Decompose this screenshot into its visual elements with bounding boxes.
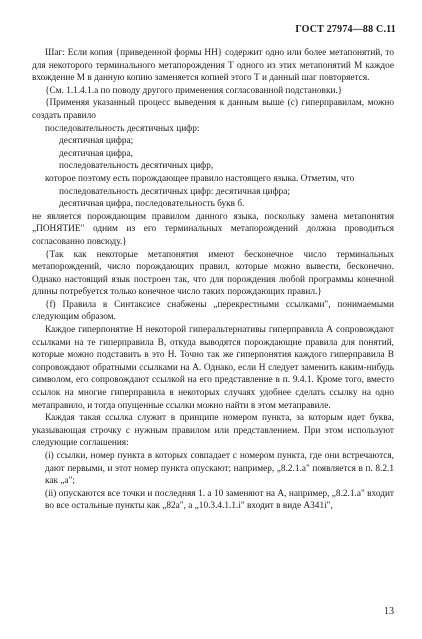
body-text bbox=[32, 47, 394, 513]
paragraph: {Так как некоторые метапонятия имеют бесконечное число терминальных метапорождений, число порождающих правил, которые можно вывести, бесконечно. Однако настоящий язык построен так, что для порождения любой программы конечной длины потребуется только конечное число таких порождающих правил.} bbox=[32, 249, 394, 298]
paragraph: Шаг: Если копия {приведенной формы НН} содержит одно или более метапонятий, то для некоторого терминального метапорождения Т одного из этих метапонятий М каждое вхождение М в данную копию заменяется копией этого Т и данный шаг повторяется. bbox=[32, 48, 394, 84]
paragraph: не является порождающим правилом данного языка, поскольку замена метапонятия „ПОНЯТИЕ" одним из его терминальных метапорождений должна проводиться согласованно повсюду.} bbox=[32, 211, 394, 247]
list-item: (i) ссылки, номер пункта в которых совпадает с номером пункта, где они встречаются, дают первыми, и этот номер пункта опускают; например, „8.2.1.а" появляется в п. 8.2.1 как „а"; bbox=[45, 451, 394, 487]
rule-line: десятичная цифра, последовательность букв б. bbox=[59, 199, 245, 210]
paragraph: Каждое гиперпонятие Н некоторой гиперальтернативы гиперправила А сопровождают ссылками на те гиперправила В, откуда выводятся порождающие правила для понятий, которые можно подставить в это Н. Точно так же гиперпонятия каждого гиперправила В сопровождают обратными ссылками на А. Однако, если Н следует заменить каким-нибудь символом, его сопровождают ссылкой на его представление в п. 9.4.1. Кроме того, вместо ссылок на многие гиперправила в некоторых случаях удобнее сделать ссылку на одно метаправило, и тогда опущенные ссылки можно найти в этом метаправиле. bbox=[32, 325, 394, 411]
paragraph: которое поэтому есть порождающее правило настоящего языка. Отметим, что bbox=[45, 173, 355, 184]
rule-line: последовательность десятичных цифр: десятичная цифра; bbox=[59, 186, 291, 197]
paragraph: {Применяя указанный процесс выведения к данным выше (с) гиперправилам, можно создать правило bbox=[32, 98, 394, 121]
list-item: (ii) опускаются все точки и последняя 1. а 10 заменяют на А, например, „8.2.1.а" входит во все остальные пункты как „82а", а „10.3.4.1.1.i" входит в виде A341i", bbox=[45, 488, 394, 512]
rule-line: последовательность десятичных цифр: bbox=[45, 123, 200, 134]
paragraph: {См. 1.1.4.1.а по поводу другого применения согласованной подстановки.} bbox=[45, 85, 343, 96]
page-number: 13 bbox=[384, 606, 394, 617]
rule-line: десятичная цифра; bbox=[59, 136, 134, 147]
paragraph: Каждая такая ссылка служит в принципе номером пункта, за которым идет буква, указывающая строчку с нужным правилом или представлением. При этом используют следующие соглашения: bbox=[32, 413, 394, 449]
paragraph: {f) Правила в Синтаксисе снабжены „перекрестными ссылками", понимаемыми следующим образом. bbox=[32, 299, 394, 323]
rule-line: десятичная цифра, bbox=[59, 148, 133, 159]
page-header: ГОСТ 27974—88 С.11 bbox=[295, 24, 396, 35]
rule-line: последовательность десятичных цифр, bbox=[59, 161, 214, 172]
